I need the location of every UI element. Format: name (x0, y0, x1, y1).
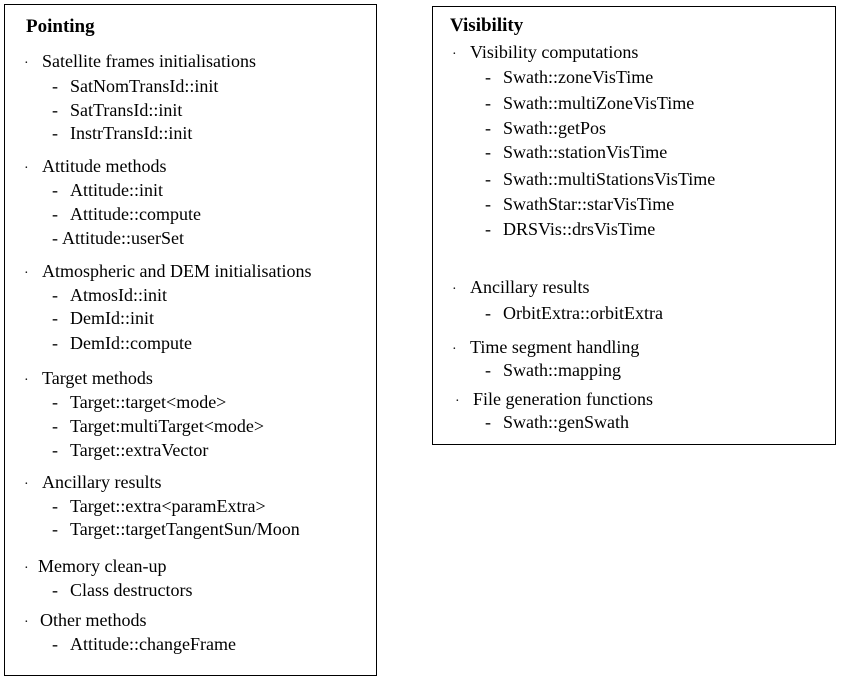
pointing-section-other-methods: · Other methods (24, 609, 146, 634)
bullet-icon: · (24, 561, 29, 576)
visibility-item: - OrbitExtra::orbitExtra (485, 303, 663, 323)
pointing-item: - Target::extra<paramExtra> (52, 496, 266, 516)
bullet-icon: · (455, 394, 460, 409)
bullet-icon: · (24, 161, 29, 176)
visibility-item: - SwathStar::starVisTime (485, 194, 675, 214)
pointing-item: - AtmosId::init (52, 285, 168, 305)
visibility-section-file-generation: · File generation functions (455, 388, 653, 413)
visibility-item: - Swath::getPos (485, 118, 607, 138)
pointing-section-satellite-frames: · Satellite frames initialisations (24, 50, 256, 75)
pointing-item: - Class destructors (52, 580, 193, 600)
pointing-item: - Attitude::compute (52, 204, 201, 224)
visibility-item: - Swath::multiStationsVisTime (485, 169, 716, 189)
pointing-item: - Target:multiTarget<mode> (52, 416, 265, 436)
pointing-item: - Target::extraVector (52, 440, 209, 460)
visibility-title: Visibility (450, 15, 524, 36)
pointing-item: - Target::targetTangentSun/Moon (52, 519, 300, 539)
pointing-title: Pointing (26, 16, 95, 37)
pointing-item: - InstrTransId::init (52, 123, 193, 143)
pointing-item: - SatNomTransId::init (52, 76, 219, 96)
pointing-section-attitude-methods: · Attitude methods (24, 155, 167, 180)
visibility-section-time-segment: · Time segment handling (452, 336, 639, 361)
visibility-section-computations: · Visibility computations (452, 41, 638, 66)
pointing-item: - Attitude::userSet (52, 228, 184, 248)
visibility-item: - Swath::mapping (485, 360, 621, 380)
visibility-item: - Swath::zoneVisTime (485, 67, 654, 87)
pointing-item: - Attitude::changeFrame (52, 634, 236, 654)
pointing-panel (4, 4, 377, 676)
bullet-icon: · (452, 282, 457, 297)
bullet-icon: · (452, 342, 457, 357)
pointing-item: - DemId::compute (52, 333, 192, 353)
visibility-item: - Swath::multiZoneVisTime (485, 93, 695, 113)
pointing-section-target-methods: · Target methods (24, 367, 153, 392)
pointing-item: - SatTransId::init (52, 100, 183, 120)
bullet-icon: · (452, 47, 457, 62)
pointing-section-memory-cleanup: · Memory clean-up (24, 555, 166, 580)
visibility-item: - Swath::stationVisTime (485, 142, 668, 162)
bullet-icon: · (24, 477, 29, 492)
visibility-item: - DRSVis::drsVisTime (485, 219, 656, 239)
bullet-icon: · (24, 373, 29, 388)
pointing-item: - DemId::init (52, 308, 154, 328)
bullet-icon: · (24, 266, 29, 281)
bullet-icon: · (24, 615, 29, 630)
bullet-icon: · (24, 56, 29, 71)
pointing-section-ancillary-results: · Ancillary results (24, 471, 161, 496)
pointing-item: - Target::target<mode> (52, 392, 227, 412)
visibility-item: - Swath::genSwath (485, 412, 629, 432)
pointing-section-atmospheric-dem: · Atmospheric and DEM initialisations (24, 260, 311, 285)
pointing-item: - Attitude::init (52, 180, 163, 200)
visibility-panel (432, 6, 836, 445)
visibility-section-ancillary-results: · Ancillary results (452, 276, 589, 301)
